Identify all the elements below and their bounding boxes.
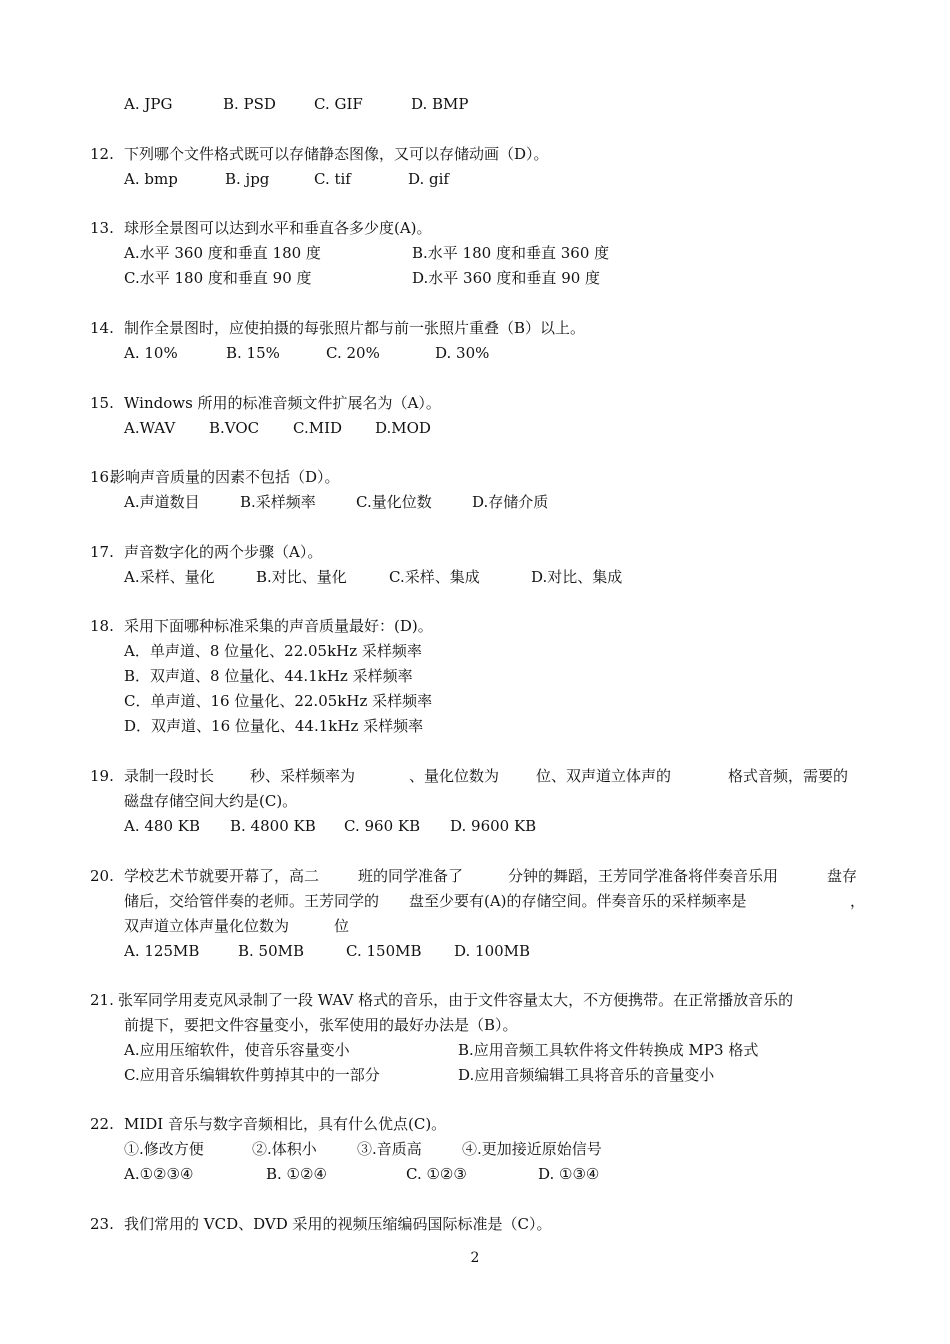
q19-option-d: D. 9600 KB	[450, 817, 537, 835]
q18-question: 采用下面哪种标准采集的声音质量最好：(D)。	[124, 617, 433, 635]
q13-option-b: B.水平 180 度和垂直 360 度	[412, 244, 610, 262]
q20-line2-part1: 储后，交给管伴奏的老师。王芳同学的	[124, 892, 380, 910]
q20-option-d: D. 100MB	[454, 942, 531, 960]
q17-option-a: A.采样、量化	[124, 568, 215, 586]
q22-option-a: A.①②③④	[124, 1165, 194, 1183]
q17-question: 声音数字化的两个步骤（A）。	[124, 543, 323, 561]
q15-number: 15.	[90, 394, 114, 412]
q20-option-b: B. 50MB	[238, 942, 305, 960]
q20-line1-part3: 分钟的舞蹈，王芳同学准备将伴奏音乐用	[508, 867, 779, 885]
q18-option-a: A．单声道、8 位量化、22.05kHz 采样频率	[124, 642, 422, 660]
q19-option-a: A. 480 KB	[124, 817, 200, 835]
q16-option-d: D.存储介质	[472, 493, 549, 511]
q19-line1-part1: 录制一段时长	[124, 767, 215, 785]
q14-number: 14.	[90, 319, 114, 337]
q19-option-c: C. 960 KB	[344, 817, 421, 835]
q23-question: 我们常用的 VCD、DVD 采用的视频压缩编码国际标准是（C）。	[124, 1215, 552, 1233]
q22-feature-2: ②.体积小	[252, 1140, 317, 1158]
q12-question: 下列哪个文件格式既可以存储静态图像，又可以存储动画（D）。	[124, 145, 549, 163]
q13-option-a: A.水平 360 度和垂直 180 度	[124, 244, 321, 262]
q12-option-a: A. bmp	[124, 170, 178, 188]
q15-question: Windows 所用的标准音频文件扩展名为（A）。	[124, 394, 441, 412]
q17-option-c: C.采样、集成	[389, 568, 480, 586]
q22-option-b: B. ①②④	[266, 1165, 327, 1183]
q14-option-a: A. 10%	[124, 344, 178, 362]
q13-option-c: C.水平 180 度和垂直 90 度	[124, 269, 312, 287]
q19-line1-part2: 秒、采样频率为	[250, 767, 356, 785]
q22-feature-3: ③.音质高	[357, 1140, 422, 1158]
q17-number: 17.	[90, 543, 114, 561]
q14-option-d: D. 30%	[435, 344, 490, 362]
q16-option-c: C.量化位数	[356, 493, 432, 511]
q21-option-c: C.应用音乐编辑软件剪掉其中的一部分	[124, 1066, 380, 1084]
q21-number: 21.	[90, 991, 114, 1009]
q22-option-d: D. ①③④	[538, 1165, 600, 1183]
q21-option-d: D.应用音频编辑工具将音乐的音量变小	[458, 1066, 715, 1084]
q12-option-c: C. tif	[314, 170, 351, 188]
q20-line2-part3: ，	[850, 892, 866, 910]
q14-question: 制作全景图时，应使拍摄的每张照片都与前一张照片重叠（B）以上。	[124, 319, 586, 337]
q20-number: 20.	[90, 867, 114, 885]
q20-line2-part2: 盘至少要有(A)的存储空间。伴奏音乐的采样频率是	[409, 892, 747, 910]
q16-number: 16.	[90, 468, 114, 486]
q20-option-a: A. 125MB	[124, 942, 200, 960]
q22-feature-4: ④.更加接近原始信号	[462, 1140, 602, 1158]
q15-option-d: D.MOD	[375, 419, 431, 437]
q13-number: 13.	[90, 219, 114, 237]
q11-option-a: A. JPG	[124, 95, 173, 113]
q16-question: 影响声音质量的因素不包括（D）。	[110, 468, 340, 486]
q20-option-c: C. 150MB	[346, 942, 422, 960]
q14-option-b: B. 15%	[226, 344, 280, 362]
q22-number: 22.	[90, 1115, 114, 1133]
q12-option-d: D. gif	[408, 170, 449, 188]
q22-question: MIDI 音乐与数字音频相比，具有什么优点(C)。	[124, 1115, 447, 1133]
q20-line1-part2: 班的同学准备了	[358, 867, 464, 885]
q21-line1: 张军同学用麦克风录制了一段 WAV 格式的音乐，由于文件容量太大，不方便携带。在正常播放音乐的	[118, 991, 794, 1009]
q15-option-a: A.WAV	[124, 419, 176, 437]
q17-option-b: B.对比、量化	[256, 568, 347, 586]
page-number: 2	[470, 1250, 480, 1266]
q12-option-b: B. jpg	[225, 170, 270, 188]
q13-question: 球形全景图可以达到水平和垂直各多少度(A)。	[124, 219, 432, 237]
q11-option-b: B. PSD	[223, 95, 276, 113]
q12-number: 12.	[90, 145, 114, 163]
q17-option-d: D.对比、集成	[531, 568, 623, 586]
q18-option-d: D．双声道、16 位量化、44.1kHz 采样频率	[124, 717, 424, 735]
q15-option-b: B.VOC	[209, 419, 260, 437]
q16-option-b: B.采样频率	[240, 493, 316, 511]
q11-option-c: C. GIF	[314, 95, 363, 113]
q19-line2: 磁盘存储空间大约是(C)。	[124, 792, 298, 810]
q23-number: 23.	[90, 1215, 114, 1233]
q11-option-d: D. BMP	[411, 95, 469, 113]
q22-option-c: C. ①②③	[406, 1165, 467, 1183]
q21-option-a: A.应用压缩软件，使音乐容量变小	[124, 1041, 350, 1059]
q19-line1-part4: 位、双声道立体声的	[536, 767, 672, 785]
q21-option-b: B.应用音频工具软件将文件转换成 MP3 格式	[458, 1041, 759, 1059]
q19-option-b: B. 4800 KB	[230, 817, 316, 835]
q19-number: 19.	[90, 767, 114, 785]
q20-line3-part2: 位	[334, 917, 350, 935]
q19-line1-part3: 、量化位数为	[409, 767, 500, 785]
q16-option-a: A.声道数目	[124, 493, 200, 511]
q20-line1-part4: 盘存	[827, 867, 858, 885]
q19-line1-part5: 格式音频，需要的	[728, 767, 849, 785]
q18-number: 18.	[90, 617, 114, 635]
q22-feature-1: ①.修改方便	[124, 1140, 204, 1158]
q20-line1-part1: 学校艺术节就要开幕了，高二	[124, 867, 320, 885]
q13-option-d: D.水平 360 度和垂直 90 度	[412, 269, 601, 287]
q18-option-b: B．双声道、8 位量化、44.1kHz 采样频率	[124, 667, 413, 685]
q14-option-c: C. 20%	[326, 344, 380, 362]
q21-line2: 前提下，要把文件容量变小，张军使用的最好办法是（B）。	[124, 1016, 518, 1034]
q18-option-c: C．单声道、16 位量化、22.05kHz 采样频率	[124, 692, 433, 710]
q20-line3-part1: 双声道立体声量化位数为	[124, 917, 290, 935]
q15-option-c: C.MID	[293, 419, 343, 437]
